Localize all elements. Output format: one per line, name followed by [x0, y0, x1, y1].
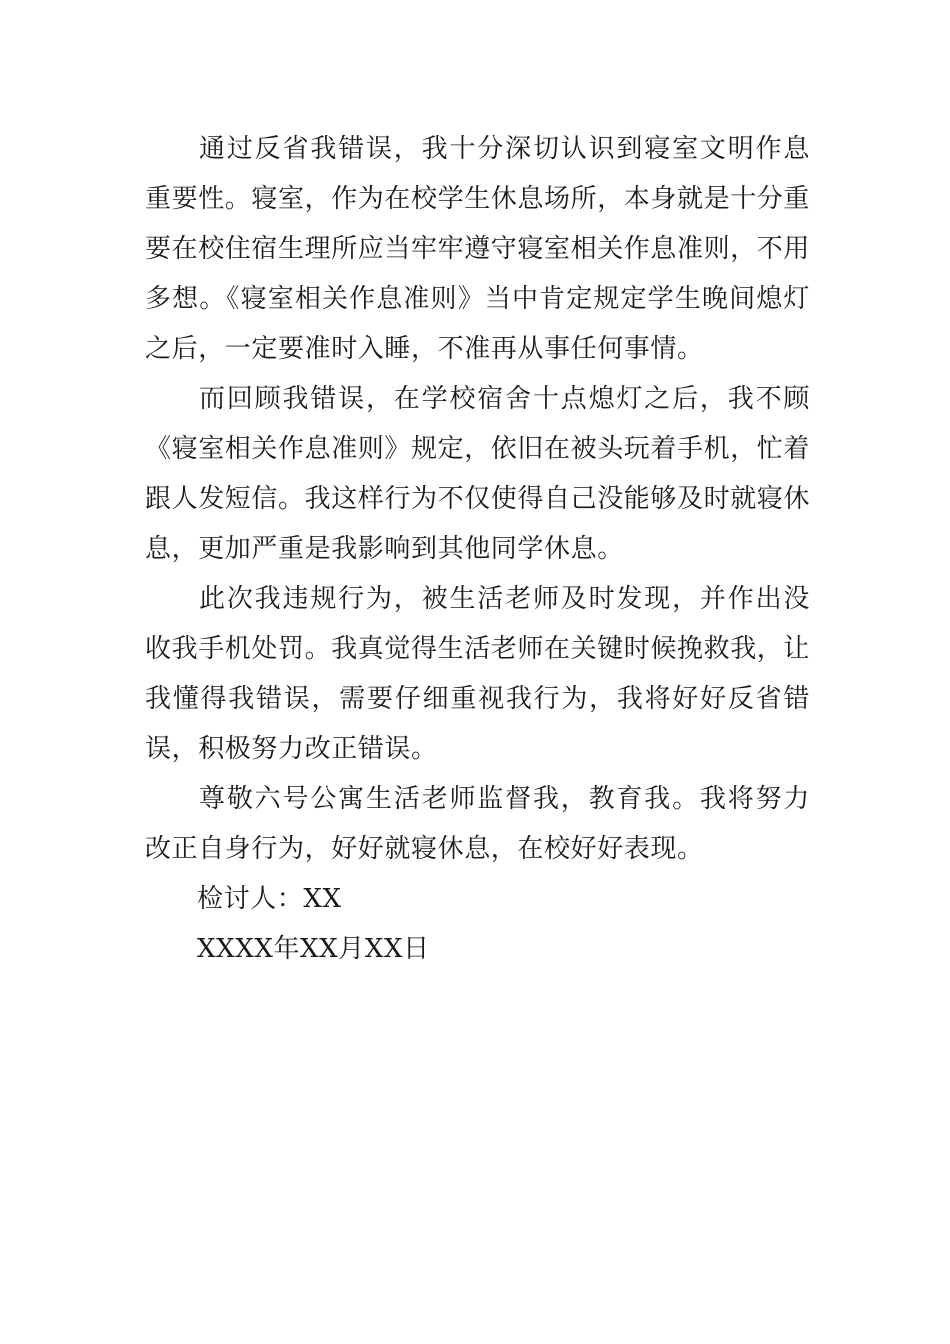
paragraph-3: 此次我违规行为，被生活老师及时发现，并作出没收我手机处罚。我真觉得生活老师在关键时候挽救我，让我懂得我错误，需要仔细重视我行为，我将好好反省错误，积极努力改正错误。 [145, 584, 811, 764]
paragraph-1: 通过反省我错误，我十分深切认识到寝室文明作息重要性。寝室，作为在校学生休息场所，本身就是十分重要在校住宿生理所应当牢牢遵守寝室相关作息准则，不用多想。《寝室相关作息准则》当中肯定规定学生晚间熄灯之后，一定要准时入睡，不准再从事任何事情。 [145, 134, 811, 364]
signature-line: 检讨人：XX [197, 884, 342, 914]
date-line: XXXX年XX月XX日 [197, 934, 430, 964]
paragraph-2: 而回顾我错误，在学校宿舍十点熄灯之后，我不顾《寝室相关作息准则》规定，依旧在被头玩着手机，忙着跟人发短信。我这样行为不仅使得自己没能够及时就寝休息，更加严重是我影响到其他同学休息。 [145, 384, 811, 564]
paragraph-4: 尊敬六号公寓生活老师监督我，教育我。我将努力改正自身行为，好好就寝休息，在校好好表现。 [145, 784, 810, 864]
document-body [145, 124, 810, 974]
